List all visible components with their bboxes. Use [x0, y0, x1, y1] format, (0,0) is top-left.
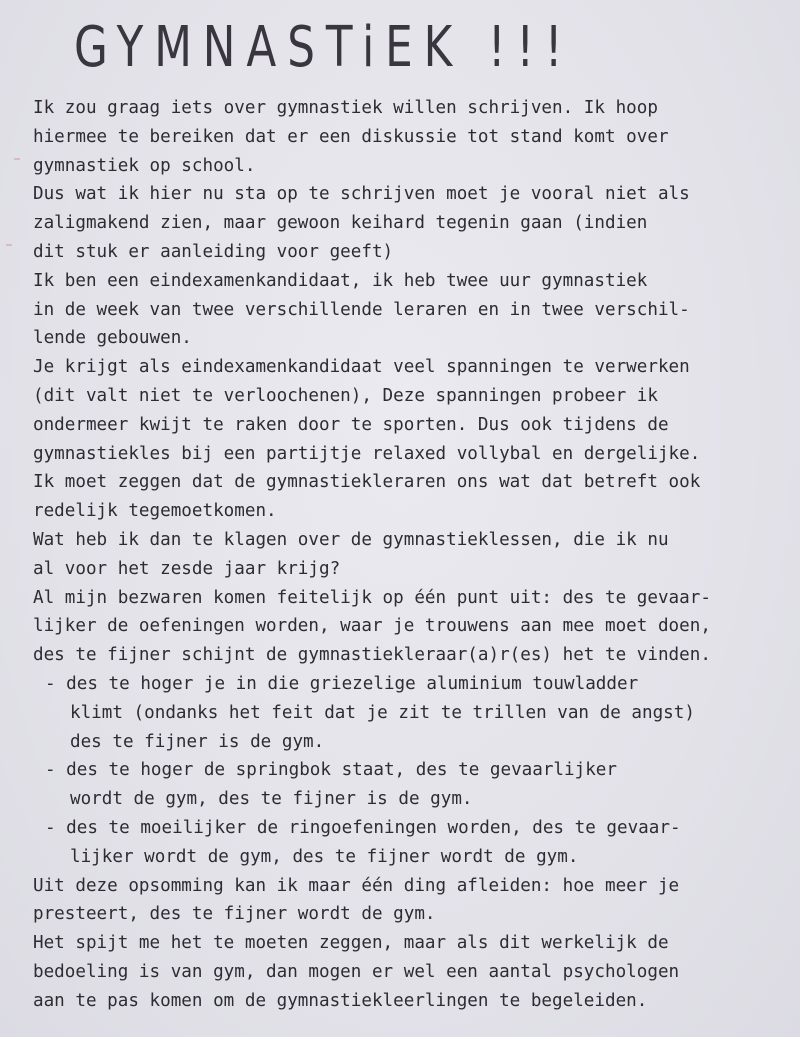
text-line: Ik zou graag iets over gymnastiek willen schrijven. Ik hoop — [33, 98, 658, 118]
text-line: dit stuk er aanleiding voor geeft) — [33, 241, 394, 262]
text-line: Je krijgt als eindexamenkandidaat veel spanningen te verwerken — [33, 357, 690, 378]
text-line: al voor het zesde jaar krijg? — [33, 558, 341, 579]
text-line: Uit deze opsomming kan ik maar één ding afleiden: hoe meer je — [33, 875, 680, 896]
text-line: Ik ben een eindexamenkandidaat, ik heb twee uur gymnastiek — [33, 270, 648, 291]
handwritten-title — [74, 8, 634, 88]
text-line: gymnastiekles bij een partijtje relaxed vollybal en dergelijke. — [33, 443, 701, 464]
typewritten-body — [33, 94, 793, 1016]
margin-mark — [6, 244, 12, 246]
bullet-line: - des te moeilijker de ringoefeningen worden, des te gevaar- — [45, 817, 681, 838]
text-line: ondermeer kwijt te raken door te sporten. Dus ook tijdens de — [33, 414, 669, 435]
text-line: redelijk tegemoetkomen. — [33, 501, 277, 522]
text-line: lende gebouwen. — [33, 328, 192, 349]
text-line: des te fijner is de gym. — [70, 731, 325, 752]
page-title: GYMNASTiEK !!! — [74, 15, 574, 80]
margin-mark — [14, 158, 20, 160]
text-line: Het spijt me het te moeten zeggen, maar als dit werkelijk de — [33, 933, 669, 954]
text-line: (dit valt niet te verloochenen), Deze spanningen probeer ik — [33, 385, 658, 406]
text-line: gymnastiek op school. — [33, 155, 256, 176]
bullet-line: - des te hoger de springbok staat, des te gevaarlijker — [45, 760, 617, 781]
text-line: wordt de gym, des te fijner is de gym. — [70, 789, 473, 810]
text-line: zaligmakend zien, maar gewoon keihard tegenin gaan (indien — [33, 213, 648, 234]
text-line: klimt (ondanks het feit dat je zit te trillen van de angst) — [70, 702, 695, 723]
text-line: bedoeling is van gym, dan mogen er wel een aantal psychologen — [33, 961, 680, 982]
text-line: in de week van twee verschillende leraren en in twee verschil- — [33, 299, 690, 320]
text-line: presteert, des te fijner wordt de gym. — [33, 904, 436, 925]
text-line: hiermee te bereiken dat er een diskussie tot stand komt over — [33, 126, 669, 147]
text-line: Wat heb ik dan te klagen over de gymnastieklessen, die ik nu — [33, 529, 669, 550]
text-line: lijker de oefeningen worden, waar je trouwens aan mee moet doen, — [33, 616, 711, 637]
text-line: aan te pas komen om de gymnastiekleerlingen te begeleiden. — [33, 990, 648, 1011]
text-line: des te fijner schijnt de gymnastiekleraar(a)r(es) het te vinden. — [33, 645, 711, 666]
bullet-line: - des te hoger je in die griezelige aluminium touwladder — [45, 673, 639, 694]
text-line: Ik moet zeggen dat de gymnastiekleraren ons wat dat betreft ook — [33, 472, 701, 493]
text-line: Al mijn bezwaren komen feitelijk op één punt uit: des te gevaar- — [33, 587, 711, 608]
text-line: Dus wat ik hier nu sta op te schrijven moet je vooral niet als — [33, 184, 690, 205]
text-line: lijker wordt de gym, des te fijner wordt de gym. — [70, 846, 579, 867]
